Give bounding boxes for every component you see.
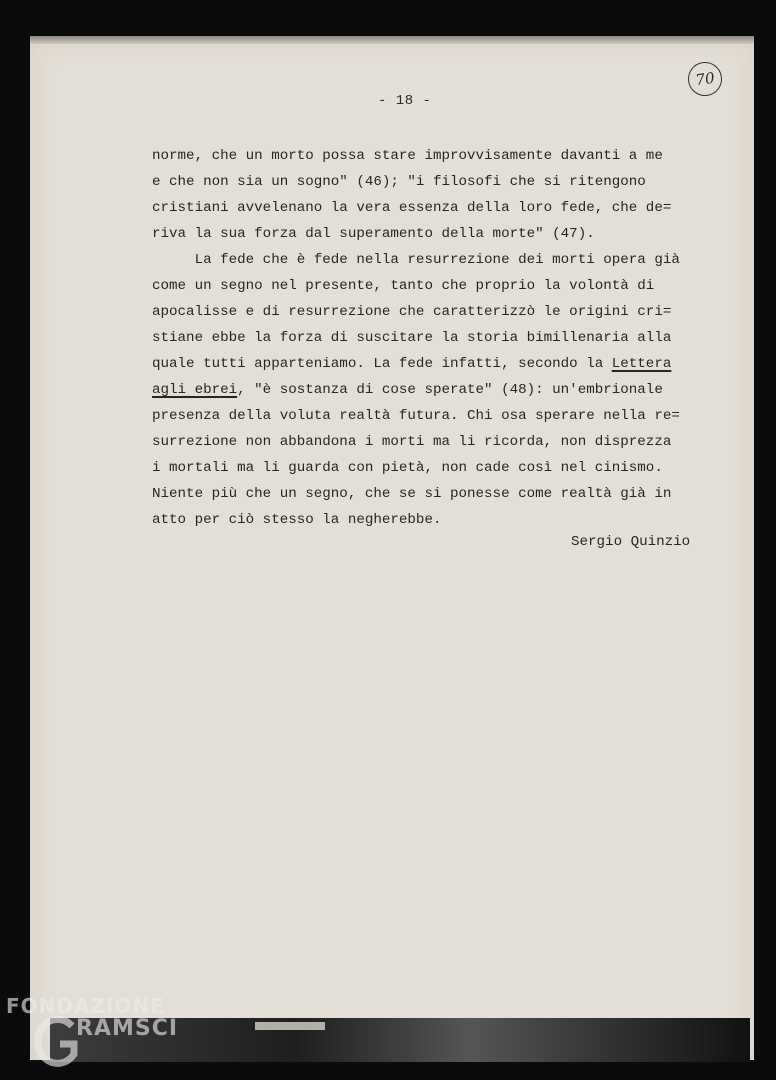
author-signature: Sergio Quinzio — [571, 534, 691, 550]
text-line-5: La fede che è fede nella resurrezione dei morti opera già — [152, 252, 680, 268]
text-line-1: norme, che un morto possa stare improvvisamente davanti a me — [152, 148, 663, 164]
text-line-15: atto per ciò stesso la negherebbe. — [152, 512, 442, 528]
text-line-8: stiane ebbe la forza di suscitare la storia bimillenaria alla — [152, 330, 672, 346]
underlined-title-lettera: Lettera — [611, 356, 672, 372]
fondazione-gramsci-watermark — [6, 994, 206, 1076]
text-line-9-pre: quale tutti apparteniamo. La fede infatti, secondo la — [152, 356, 612, 372]
text-line-9 — [152, 351, 722, 377]
text-line-7: apocalisse e di resurrezione che caratterizzò le origini cri= — [152, 304, 672, 320]
archive-number-stamp: 70 — [686, 60, 724, 98]
text-line-3: cristiani avvelenano la vera essenza della loro fede, che de= — [152, 200, 672, 216]
text-line-14: Niente più che un segno, che se si ponesse come realtà già in — [152, 486, 672, 502]
text-line-13: i mortali ma li guarda con pietà, non cade così nel cinismo. — [152, 460, 663, 476]
text-line-11: presenza della voluta realtà futura. Chi osa sperare nella re= — [152, 408, 680, 424]
text-line-6: come un segno nel presente, tanto che proprio la volontà di — [152, 278, 655, 294]
underlined-title-agli-ebrei: agli ebrei — [152, 382, 238, 398]
text-line-2: e che non sia un sogno" (46); "i filosofi che si ritengono — [152, 174, 646, 190]
body-text — [152, 143, 722, 533]
text-line-10-post: , "è sostanza di cose sperate" (48): un'embrionale — [237, 382, 663, 398]
watermark-line-1: FONDAZIONE — [6, 994, 165, 1018]
watermark-g-icon — [32, 1014, 82, 1070]
text-line-4: riva la sua forza dal superamento della morte" (47). — [152, 226, 595, 242]
text-line-10 — [152, 377, 722, 403]
watermark-line-2: RAMSCI — [76, 1016, 179, 1041]
text-line-12: surrezione non abbandona i morti ma li ricorda, non disprezza — [152, 434, 672, 450]
top-edge-shadow — [30, 36, 754, 44]
page-number: - 18 - — [378, 93, 432, 109]
